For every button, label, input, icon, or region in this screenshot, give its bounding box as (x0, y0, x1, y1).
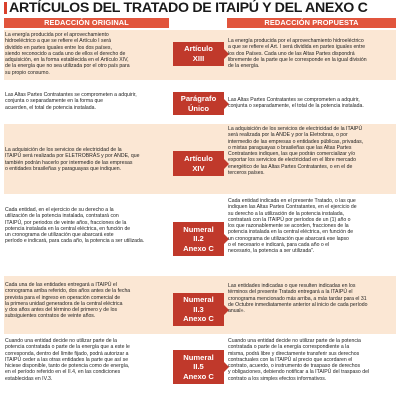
proposed-text: Las Altas Partes Contratantes se comprometen a adquirir, conjunta o separadamente, el total de la potencia instalada. (228, 97, 364, 110)
article-badge (173, 151, 224, 176)
table-row-paragrafo-unico (4, 82, 396, 122)
article-badge-label: Parágrafo Único (180, 93, 217, 113)
article-badge-label: Numeral II.3 Anexo C (183, 295, 214, 324)
article-badge (173, 293, 224, 326)
column-header-row (4, 18, 396, 28)
original-text: Cada una de las entidades entregará a ITAIPÚ el cronograma arriba referido, dos años antes de la fecha prevista para el ingreso en operación comercial de la primera unidad generadora de la central eléctrica y dos años antes del término del primero y de los subsiguientes contratos de veinte años. (5, 282, 131, 320)
proposed-text: Las entidades indicadas o que resulten indicadas en los términos del presente Tratado entregará a la ITAIPÚ el cronograma mencionado más arriba, a más tardar para el 31 de Octubre inmediatamente anterior al inicio de cada período anual». (228, 283, 368, 315)
table-row-numeral-ii2 (4, 196, 396, 274)
header-original: REDACCIÓN ORIGINAL (4, 18, 169, 28)
title-bar (0, 0, 400, 16)
article-badge-label: Artículo XIII (184, 44, 213, 63)
original-text: La energía producida por el aprovechamiento hidroeléctrico a que se refiere el Artículo I será dividido en partes iguales entre los dos países, siendo reconocido a cada uno de ellos el derecho de adquisición, en la forma establecida en el Artículo XIV, de la energía que no sea utilizada por el otro país para su propio consumo. (5, 32, 130, 76)
table-row-articulo-xiv (4, 124, 396, 194)
original-text: Cada entidad, en el ejercicio de su derecho a la utilización de la potencia instalada, contratará con ITAIPÚ, por periodos de veinte años, fracciones de la potencia instalada en la central eléctrica, en función de un cronograma de utilización que abarcará este período e indicará, para cada año, la potencia a ser utilizada. (5, 207, 145, 245)
article-badge-label: Numeral II.2 Anexo C (183, 224, 214, 253)
article-badge-label: Artículo XIV (184, 153, 213, 173)
article-badge (173, 350, 224, 384)
title-accent-mark (4, 2, 7, 14)
article-badge (173, 42, 224, 66)
original-text: La adquisición de los servicios de electricidad de la ITAIPÚ será realizada por ELETROBRÁS y por ANDE, que también podrán hacerlo por intermedio de las empresas o entidades brasileñas y paraguayas que indiquen. (5, 147, 140, 172)
article-badge (173, 92, 224, 115)
table-row-numeral-ii3 (4, 276, 396, 334)
article-badge (173, 222, 224, 256)
proposed-text: Cada entidad indicada en el presente Tratado, o las que indiquen las Altas Partes Contratantes, en el ejercicio de su derecho a la utilización de la potencia instalada, contratará con la ITAIPÚ por períodos de un (1) año o los que razonablemente se acorden, fracciones de la potencia instalada en la central eléctrica, en función de un cronograma de utilización que abarcará ese lapso o el necesario e indicará, para cada año o el necesario, la potencia a ser utilizada". (228, 198, 357, 255)
page-title: ARTÍCULOS DEL TRATADO DE ITAIPÚ Y DEL ANEXO C (9, 0, 368, 16)
table-row-numeral-ii5 (4, 336, 396, 400)
original-text: Las Altas Partes Contratantes se comprometen a adquirir, conjunta o separadamente en la forma que acuerden, el total de potencia instalada. (5, 92, 137, 111)
original-text: Cuando una entidad decide no utilizar parte de la potencia contratada o parte de la energía que a este le corresponda, dentro del límite fijado, podrá autorizar a ITAIPÚ ceder a las otras entidades la parte que así se hiciese disponible, tanto de potencia como de energía, en el período referido en el II.4, en las condiciones establecidas en IV.3. (5, 338, 130, 382)
proposed-text: La adquisición de los servicios de electricidad de la ITAIPÚ será realizada por la ANDE y por la Eletrobras, o por intermedio de las empresas o entidades públicas, privadas, o mixtas paraguayas o brasileñas que las Altas Partes Contratantes indiquen, las que podrán comercializar y/o exportar los servicios de electricidad en el libre mercado energético de las Altas Partes Contratantes, o en el de terceros países. (228, 126, 364, 177)
table-row-articulo-xiii (4, 30, 396, 80)
header-proposed: REDACCIÓN PROPUESTA (227, 18, 396, 28)
proposed-text: La energía producida por el aprovechamiento hidroeléctrico a que se refiere el Art. I será dividida en partes iguales entre los dos Países. Cada uno de las Altas Partes dispondrá libremente de la parte que le corresponde en la igual división de la energía. (228, 38, 367, 70)
proposed-text: Cuando una entidad decide no utilizar parte de la potencia contratada o parte de la energía correspondiente a la misma, podrá libre y directamente transferir sus derechos contractuales con la ITAIPÚ al precio que acordaren el contrato, acuerdo, o instrumento de traspaso de derechos y obligaciones, debiendo notificar a la ITAIPÚ del traspaso del contrato a los simples efectos informativos. (228, 338, 370, 382)
article-badge-label: Numeral II.5 Anexo C (183, 352, 214, 381)
